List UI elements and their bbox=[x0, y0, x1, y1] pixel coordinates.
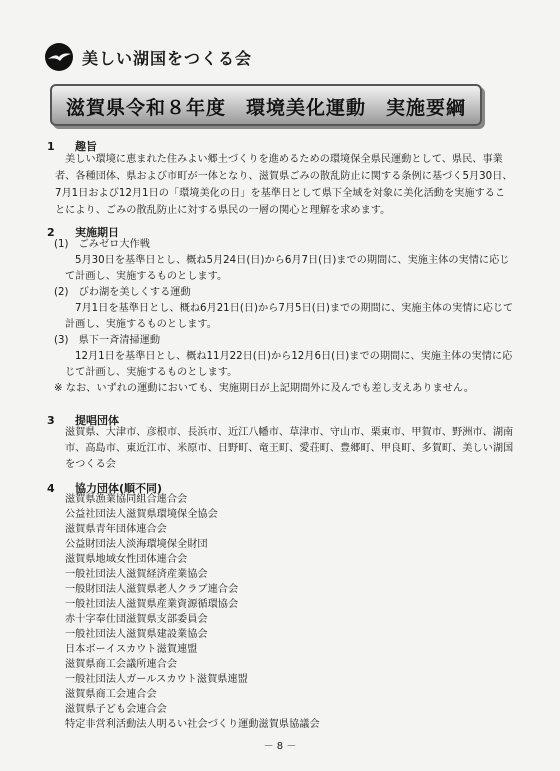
cooperator-item: 赤十字奉仕団滋賀県支部委員会 bbox=[65, 614, 208, 625]
cooperator-item: 滋賀県漁業協同組合連合会 bbox=[65, 494, 188, 505]
paragraph-line: 7月1日を基準日とし、概ね6月21日(日)から7月5日(日)までの期間に、実施主体の実情に応じて bbox=[75, 303, 514, 314]
cooperator-item: 一般社団法人滋賀県産業資源循環協会 bbox=[65, 599, 239, 610]
cooperator-item: 滋賀県青年団体連合会 bbox=[65, 524, 167, 535]
sub-item-label: (3) 県下一斉清掃運動 bbox=[54, 335, 161, 346]
paragraph-line: 12月1日を基準日とし、概ね11月22日(日)から12月6日(日)までの期間に、実施主体の実情に応 bbox=[75, 351, 513, 362]
page-number: － 8 － bbox=[263, 741, 297, 752]
sub-item-label: (2) びわ湖を美しくする運動 bbox=[54, 287, 191, 298]
page-title: 滋賀県令和８年度 環境美化運動 実施要綱 bbox=[65, 97, 466, 119]
note-line: ※ なお、いずれの運動においても、実施期日が上記期間外に及んでも差し支えありません。 bbox=[54, 383, 474, 394]
paragraph-line: 計画し、実施するものとします。 bbox=[65, 319, 217, 330]
cooperator-item: 一般社団法人ガールスカウト滋賀県連盟 bbox=[65, 674, 248, 685]
paragraph-line: 市、高島市、東近江市、米原市、日野町、竜王町、愛荘町、豊郷町、甲良町、多賀町、美しい湖国 bbox=[65, 443, 514, 454]
cooperator-item: 滋賀県地域女性団体連合会 bbox=[65, 554, 188, 565]
cooperator-item: 特定非営利活動法人明るい社会づくり運動滋賀県協議会 bbox=[65, 719, 320, 730]
bird-logo-icon bbox=[44, 42, 74, 72]
paragraph-line: じて計画し、実施するものとします。 bbox=[65, 367, 238, 378]
paragraph-line: とにより、ごみの散乱防止に対する県民の一層の関心と理解を求めます。 bbox=[55, 205, 391, 216]
organization-name: 美しい湖国をつくる会 bbox=[82, 49, 253, 68]
title-banner bbox=[50, 84, 482, 126]
paragraph-line: て計画し、実施するものとします。 bbox=[65, 271, 228, 282]
cooperator-item: 滋賀県商工会連合会 bbox=[65, 689, 157, 700]
cooperator-item: 一般社団法人滋賀県建設業協会 bbox=[65, 629, 208, 640]
cooperator-item: 滋賀県子ども会連合会 bbox=[65, 704, 167, 715]
cooperator-item: 一般財団法人滋賀県老人クラブ連合会 bbox=[65, 584, 239, 595]
paragraph-line: 5月30日を基準日とし、概ね5月24日(日)から6月7日(日)までの期間に、実施主体の実情に応じ bbox=[75, 255, 510, 266]
section-heading-cooperators: 4 協力団体(順不同) bbox=[47, 482, 163, 495]
paragraph-line: 滋賀県、大津市、彦根市、長浜市、近江八幡市、草津市、守山市、栗東市、甲賀市、野洲市、湖南 bbox=[65, 427, 514, 438]
paragraph-line: 7月1日および12月1日の「環境美化の日」を基準日として県下全域を対象に美化活動を実施するこ bbox=[55, 188, 506, 199]
section-heading-purpose: 1 趣旨 bbox=[47, 140, 97, 153]
cooperator-item: 公益社団法人滋賀県環境保全協会 bbox=[65, 509, 218, 520]
cooperator-item: 滋賀県商工会議所連合会 bbox=[65, 659, 178, 670]
paragraph-line: 美しい環境に恵まれた住みよい郷土づくりを進めるための環境保全県民運動として、県民、事業 bbox=[65, 154, 503, 165]
cooperator-item: 日本ボーイスカウト滋賀連盟 bbox=[65, 644, 198, 655]
section-heading-period: 2 実施期日 bbox=[47, 226, 119, 239]
paragraph-line: をつくる会 bbox=[65, 459, 116, 470]
paragraph-line: 者、各種団体、県および市町が一体となり、滋賀県ごみの散乱防止に関する条例に基づく5月30日、 bbox=[55, 171, 513, 182]
cooperator-item: 一般社団法人滋賀経済産業協会 bbox=[65, 569, 208, 580]
cooperator-item: 公益財団法人淡海環境保全財団 bbox=[65, 539, 208, 550]
section-heading-proponents: 3 提唱団体 bbox=[47, 414, 119, 427]
sub-item-label: (1) ごみゼロ大作戦 bbox=[54, 239, 150, 250]
